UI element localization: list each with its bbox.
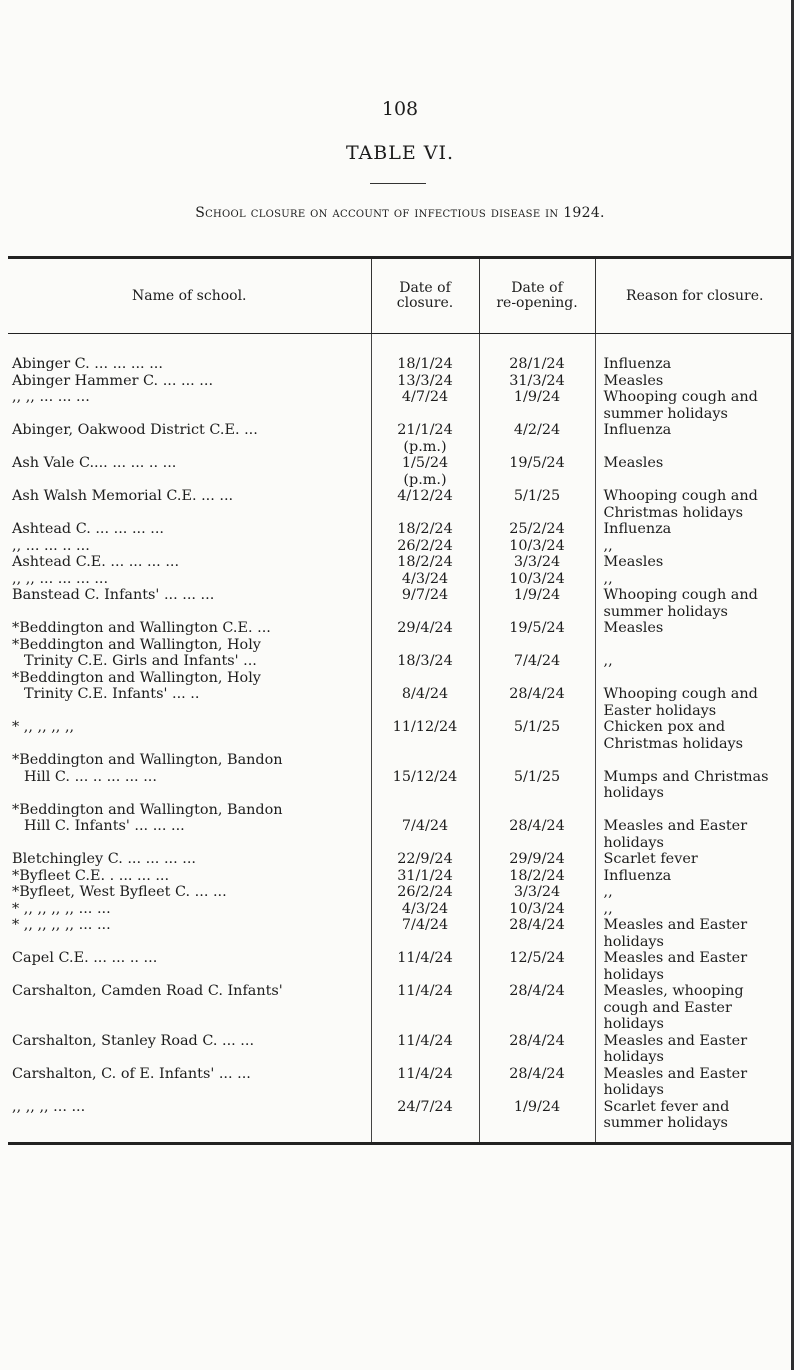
- school-name-cell: ,, ,, ,, ... ...: [8, 1099, 371, 1144]
- reopening-date-cell: 5/1/25: [479, 752, 595, 802]
- closure-date-cell: 9/7/24: [371, 587, 479, 620]
- reason-cell: Chicken pox and Christmas holidays: [595, 719, 794, 752]
- closure-date-cell: 7/4/24: [371, 802, 479, 852]
- closure-date-cell: 8/4/24: [371, 670, 479, 720]
- table-row: [8, 587, 794, 620]
- reason-cell: ,,: [595, 538, 794, 555]
- reopening-date-cell: 12/5/24: [479, 950, 595, 983]
- reason-cell: ,,: [595, 884, 794, 901]
- school-name-cell: Carshalton, C. of E. Infants' ... ...: [12, 1065, 251, 1082]
- school-name-cell: * ,, ,, ,, ,, ... ...: [12, 900, 111, 917]
- reopening-date-cell: 7/4/24: [479, 637, 595, 670]
- table-row: [8, 917, 794, 950]
- table-row: [8, 1033, 794, 1066]
- school-name-cell: ,, ,, ... ... ... ...: [12, 570, 109, 587]
- reopening-date-cell: 1/9/24: [479, 587, 595, 620]
- header-name-of-school: Name of school.: [8, 258, 371, 334]
- table-row: [8, 538, 794, 555]
- school-name-cell: *Beddington and Wallington, Holy Trinity C.E. Infants' ... ..: [12, 669, 261, 702]
- school-name-cell: Ashtead C. ... ... ... ...: [12, 521, 164, 537]
- table-row: [8, 637, 794, 670]
- reopening-date-cell: 28/4/24: [479, 917, 595, 950]
- reason-cell: Whooping cough and Easter holidays: [595, 670, 794, 720]
- school-name-cell: Ash Walsh Memorial C.E. ... ...: [12, 488, 234, 504]
- reason-cell: Measles: [595, 455, 794, 488]
- reopening-date-cell: 10/3/24: [479, 901, 595, 918]
- reason-cell: Measles and Easter holidays: [595, 1066, 794, 1099]
- school-name-cell: Abinger Hammer C. ... ... ...: [12, 372, 214, 389]
- reason-cell: Measles and Easter holidays: [595, 917, 794, 950]
- closure-date-cell: 11/4/24: [371, 1033, 479, 1066]
- table-row: [8, 389, 794, 422]
- closure-date-cell: 26/2/24: [371, 884, 479, 901]
- closure-table: [8, 256, 794, 1145]
- school-name-cell: ,, ,, ... ... ...: [12, 389, 90, 405]
- reason-cell: Scarlet fever: [595, 851, 794, 868]
- school-name-cell: Ash Vale C.... ... ... .. ...: [12, 455, 177, 471]
- reopening-date-cell: 19/5/24: [479, 620, 595, 637]
- table-row: [8, 868, 794, 885]
- school-name-cell: *Byfleet C.E. . ... ... ...: [12, 867, 170, 884]
- reopening-date-cell: 1/9/24: [479, 389, 595, 422]
- closure-date-cell: 18/2/24: [371, 521, 479, 538]
- reason-cell: Whooping cough and summer holidays: [595, 587, 794, 620]
- reopening-date-cell: 5/1/25: [479, 488, 595, 521]
- table-row: [8, 455, 794, 488]
- reopening-date-cell: 28/4/24: [479, 1033, 595, 1066]
- closure-date-cell: 4/3/24: [371, 901, 479, 918]
- reopening-date-cell: 28/4/24: [479, 802, 595, 852]
- table-row: [8, 752, 794, 802]
- school-name-cell: * ,, ,, ,, ,,: [12, 719, 75, 735]
- table-row: [8, 983, 794, 1033]
- table-row: [8, 373, 794, 390]
- page-number: 108: [381, 98, 419, 120]
- closure-date-cell: 31/1/24: [371, 868, 479, 885]
- closure-date-cell: 4/3/24: [371, 571, 479, 588]
- reopening-date-cell: 3/3/24: [479, 554, 595, 571]
- table-body: [8, 334, 794, 1144]
- closure-date-cell: 1/5/24 (p.m.): [371, 455, 479, 488]
- closure-date-cell: 11/4/24: [371, 983, 479, 1033]
- reopening-date-cell: 28/4/24: [479, 983, 595, 1033]
- school-name-cell: *Beddington and Wallington, Bandon Hill C. Infants' ... ... ...: [12, 801, 283, 834]
- table-row: [8, 1099, 794, 1144]
- school-name-cell: *Beddington and Wallington C.E. ...: [12, 620, 271, 636]
- table-row: [8, 554, 794, 571]
- closure-date-cell: 13/3/24: [371, 373, 479, 390]
- table-subtitle: School closure on account of infectious disease in 1924.: [195, 205, 605, 221]
- reason-cell: Scarlet fever and summer holidays: [595, 1099, 794, 1144]
- reason-cell: Measles, whooping cough and Easter holidays: [595, 983, 794, 1033]
- school-name-cell: *Beddington and Wallington, Holy Trinity C.E. Girls and Infants' ...: [12, 636, 261, 669]
- table-row: [8, 620, 794, 637]
- school-name-cell: Carshalton, Stanley Road C. ... ...: [12, 1032, 255, 1049]
- school-name-cell: Ashtead C.E. ... ... ... ...: [12, 554, 180, 570]
- reopening-date-cell: 29/9/24: [479, 851, 595, 868]
- header-reason-for-closure: Reason for closure.: [595, 258, 794, 334]
- school-name-cell: Carshalton, Camden Road C. Infants': [12, 983, 283, 999]
- table-row: [8, 1066, 794, 1099]
- school-name-cell: *Byfleet, West Byfleet C. ... ...: [12, 884, 227, 900]
- closure-date-cell: 11/4/24: [371, 950, 479, 983]
- reopening-date-cell: 31/3/24: [479, 373, 595, 390]
- reason-cell: ,,: [595, 571, 794, 588]
- reason-cell: Measles: [595, 620, 794, 637]
- closure-date-cell: 26/2/24: [371, 538, 479, 555]
- reopening-date-cell: 3/3/24: [479, 884, 595, 901]
- closure-date-cell: 4/12/24: [371, 488, 479, 521]
- title-rule: [370, 183, 426, 184]
- closure-date-cell: 11/12/24: [371, 719, 479, 752]
- reason-cell: Influenza: [595, 422, 794, 455]
- table-row: [8, 521, 794, 538]
- closure-date-cell: 4/7/24: [371, 389, 479, 422]
- reason-cell: Influenza: [595, 521, 794, 538]
- reason-cell: Influenza: [595, 334, 794, 373]
- school-name-cell: Capel C.E. ... ... .. ...: [12, 950, 158, 966]
- reason-cell: Whooping cough and Christmas holidays: [595, 488, 794, 521]
- reopening-date-cell: 4/2/24: [479, 422, 595, 455]
- reopening-date-cell: 10/3/24: [479, 571, 595, 588]
- closure-date-cell: 22/9/24: [371, 851, 479, 868]
- reason-cell: ,,: [595, 901, 794, 918]
- table-row: [8, 488, 794, 521]
- reason-cell: Whooping cough and summer holidays: [595, 389, 794, 422]
- page-edge: [791, 0, 794, 1370]
- reason-cell: Measles and Easter holidays: [595, 1033, 794, 1066]
- closure-date-cell: 15/12/24: [371, 752, 479, 802]
- reason-cell: Influenza: [595, 868, 794, 885]
- closure-date-cell: 18/2/24: [371, 554, 479, 571]
- reason-cell: Measles: [595, 554, 794, 571]
- reopening-date-cell: 1/9/24: [479, 1099, 595, 1144]
- table-row: [8, 719, 794, 752]
- reopening-date-cell: 18/2/24: [479, 868, 595, 885]
- table-row: [8, 901, 794, 918]
- closure-date-cell: 21/1/24 (p.m.): [371, 422, 479, 455]
- table-row: [8, 571, 794, 588]
- reopening-date-cell: 10/3/24: [479, 538, 595, 555]
- closure-date-cell: 29/4/24: [371, 620, 479, 637]
- reopening-date-cell: 25/2/24: [479, 521, 595, 538]
- table-row: [8, 950, 794, 983]
- reopening-date-cell: 28/4/24: [479, 670, 595, 720]
- table-title: TABLE VI.: [345, 142, 455, 164]
- table-row: [8, 802, 794, 852]
- school-name-cell: Bletchingley C. ... ... ... ...: [12, 851, 196, 867]
- reopening-date-cell: 19/5/24: [479, 455, 595, 488]
- school-name-cell: * ,, ,, ,, ,, ... ...: [12, 917, 111, 933]
- reason-cell: Measles and Easter holidays: [595, 950, 794, 983]
- school-name-cell: ,, ... ... .. ...: [12, 537, 90, 554]
- school-name-cell: Abinger, Oakwood District C.E. ...: [12, 422, 258, 438]
- reason-cell: ,,: [595, 637, 794, 670]
- table-row: [8, 334, 794, 373]
- table-row: [8, 670, 794, 720]
- table-row: [8, 851, 794, 868]
- reason-cell: Measles and Easter holidays: [595, 802, 794, 852]
- reopening-date-cell: 5/1/25: [479, 719, 595, 752]
- closure-date-cell: 11/4/24: [371, 1066, 479, 1099]
- table-header-row: [8, 258, 794, 334]
- school-name-cell: Abinger C. ... ... ... ...: [12, 356, 163, 372]
- reopening-date-cell: 28/1/24: [479, 334, 595, 373]
- reopening-date-cell: 28/4/24: [479, 1066, 595, 1099]
- reason-cell: Mumps and Christmas holidays: [595, 752, 794, 802]
- table-row: [8, 884, 794, 901]
- header-date-of-reopening: Date of re-opening.: [479, 258, 595, 334]
- closure-date-cell: 7/4/24: [371, 917, 479, 950]
- closure-date-cell: 24/7/24: [371, 1099, 479, 1144]
- header-date-of-closure: Date of closure.: [371, 258, 479, 334]
- school-name-cell: *Beddington and Wallington, Bandon Hill C. ... .. ... ... ...: [12, 752, 283, 785]
- reason-cell: Measles: [595, 373, 794, 390]
- school-name-cell: Banstead C. Infants' ... ... ...: [12, 587, 215, 603]
- table-row: [8, 422, 794, 455]
- closure-date-cell: 18/3/24: [371, 637, 479, 670]
- closure-date-cell: 18/1/24: [371, 334, 479, 373]
